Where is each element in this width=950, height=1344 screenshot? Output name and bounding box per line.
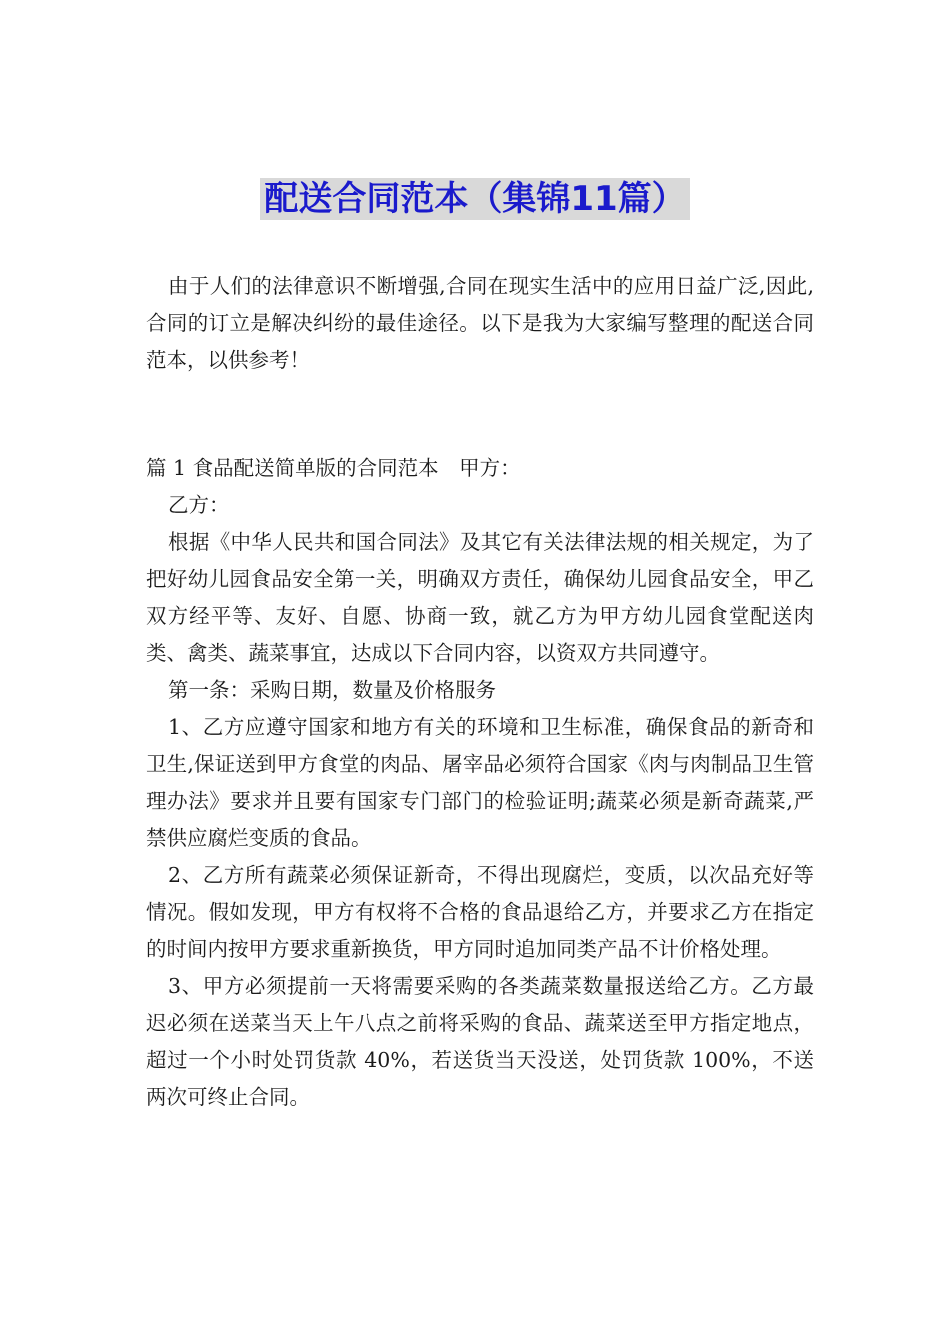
intro-block xyxy=(146,268,814,379)
title-area xyxy=(0,178,950,220)
clause-paragraph: 3、甲方必须提前一天将需要采购的各类蔬菜数量报送给乙方。乙方最迟必须在送菜当天上午八点之前将采购的食品、蔬菜送至甲方指定地点，超过一个小时处罚货款 40%，若送货当天没送，处罚货款 100%，不送两次可终止合同。 xyxy=(146,974,814,1109)
article-heading: 第一条：采购日期，数量及价格服务 xyxy=(168,678,496,702)
document-title: 配送合同范本（集锦11篇） xyxy=(260,178,689,220)
section-heading: 篇 1 食品配送简单版的合同范本 甲方： xyxy=(146,456,521,480)
clause-paragraph: 2、乙方所有蔬菜必须保证新奇，不得出现腐烂，变质，以次品充好等情况。假如发现，甲方有权将不合格的食品退给乙方，并要求乙方在指定的时间内按甲方要求重新换货，甲方同时追加同类产品不计价格处理。 xyxy=(146,863,814,961)
basis-paragraph: 根据《中华人民共和国合同法》及其它有关法律法规的相关规定，为了把好幼儿园食品安全第一关，明确双方责任，确保幼儿园食品安全，甲乙双方经平等、友好、自愿、协商一致，就乙方为甲方幼儿园食堂配送肉类、禽类、蔬菜事宜，达成以下合同内容，以资双方共同遵守。 xyxy=(146,530,814,665)
party-b-line: 乙方： xyxy=(168,493,230,517)
clause-paragraph: 1、乙方应遵守国家和地方有关的环境和卫生标准，确保食品的新奇和卫生,保证送到甲方食堂的肉品、屠宰品必须符合国家《肉与肉制品卫生管理办法》要求并且要有国家专门部门的检验证明;蔬菜必须是新奇蔬菜,严禁供应腐烂变质的食品。 xyxy=(146,715,814,850)
intro-paragraph: 由于人们的法律意识不断增强,合同在现实生活中的应用日益广泛,因此,合同的订立是解决纠纷的最佳途径。以下是我为大家编写整理的配送合同范本，以供参考！ xyxy=(146,274,814,372)
contract-body xyxy=(146,450,814,1116)
